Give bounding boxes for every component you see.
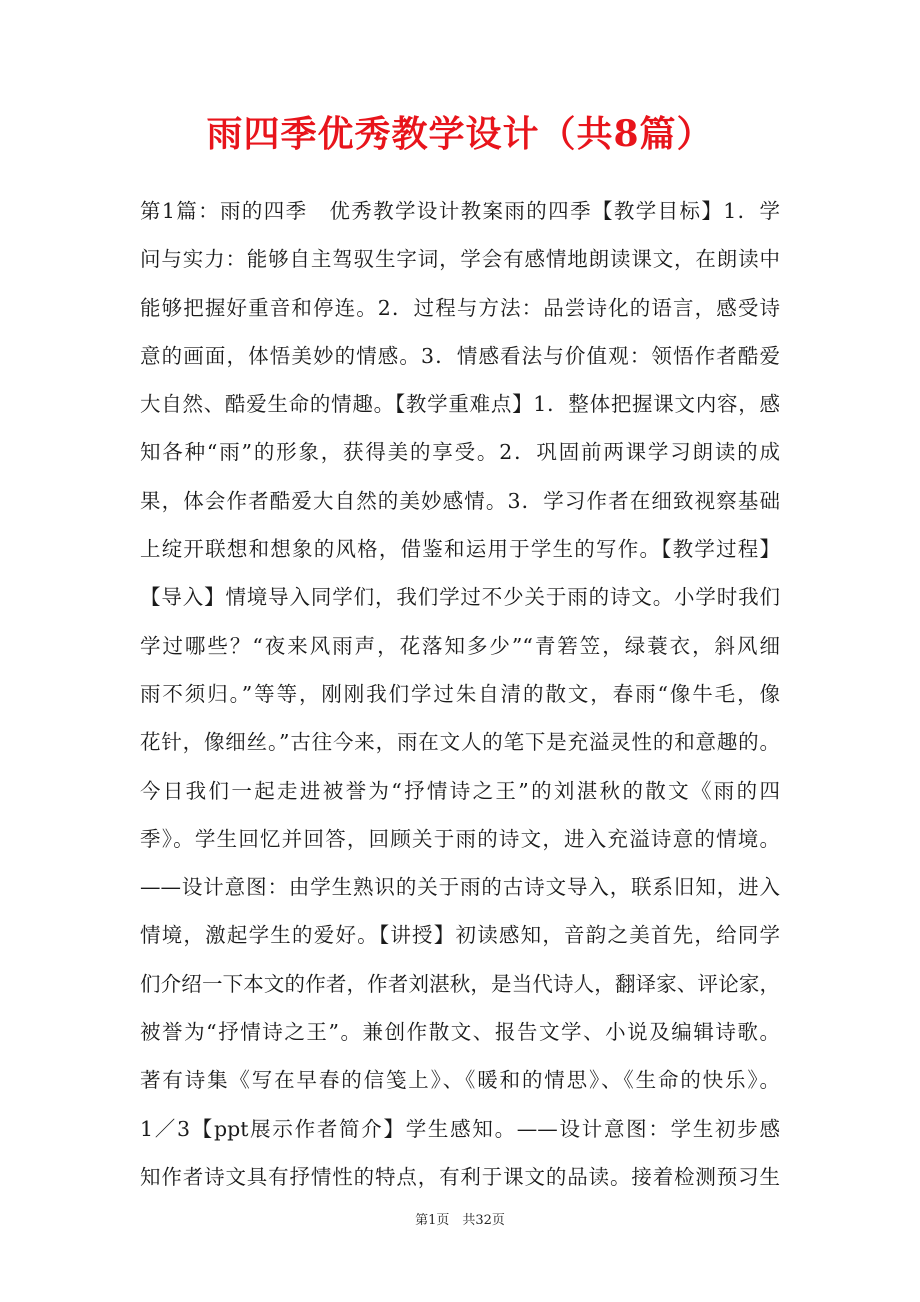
page-footer: 第1页 共32页	[415, 1213, 505, 1228]
text-line: 被誉为“抒情诗之王”。兼创作散文、报告文学、小说及编辑诗歌。	[140, 1020, 780, 1045]
text-line: 能够把握好重音和停连。2．过程与方法：品尝诗化的语言，感受诗	[140, 295, 780, 320]
text-line: 知各种“雨”的形象，获得美的享受。2．巩固前两课学习朗读的成	[140, 440, 780, 465]
text-line: 果，体会作者酷爱大自然的美妙感情。3．学习作者在细致视察基础	[140, 488, 780, 513]
text-line: 情境，激起学生的爱好。【讲授】初读感知，音韵之美首先，给同学	[140, 923, 780, 948]
text-line: 大自然、酷爱生命的情趣。【教学重难点】1．整体把握课文内容，感	[140, 392, 780, 417]
text-line: 意的画面，体悟美妙的情感。3．情感看法与价值观：领悟作者酷爱	[140, 343, 780, 368]
text-line: 学过哪些？“夜来风雨声，花落知多少”“青箬笠，绿蓑衣，斜风细	[140, 633, 780, 658]
text-line: 知作者诗文具有抒情性的特点，有利于课文的品读。接着检测预习生	[140, 1164, 780, 1189]
text-line: 问与实力：能够自主驾驭生字词，学会有感情地朗读课文，在朗读中	[140, 247, 780, 272]
text-line: ——设计意图：由学生熟识的关于雨的古诗文导入，联系旧知，进入	[140, 875, 780, 900]
text-line: 第1篇：雨的四季 优秀教学设计教案雨的四季【教学目标】1．学	[140, 199, 780, 223]
text-line: 花针，像细丝。”古往今来，雨在文人的笔下是充溢灵性的和意趣的。	[140, 730, 780, 755]
text-line: 们介绍一下本文的作者，作者刘湛秋，是当代诗人，翻译家、评论家，	[140, 971, 780, 996]
text-line: 雨不须归。”等等，刚刚我们学过朱自清的散文，春雨“像牛毛，像	[140, 681, 780, 706]
text-line: 上绽开联想和想象的风格，借鉴和运用于学生的写作。【教学过程】	[140, 537, 780, 562]
document-body	[140, 187, 780, 1201]
text-line: 著有诗集《写在早春的信笺上》、《暖和的情思》、《生命的快乐》。	[140, 1068, 780, 1093]
text-line: 今日我们一起走进被誉为“抒情诗之王”的刘湛秋的散文《雨的四	[140, 778, 780, 803]
text-line: 1／3【ppt展示作者简介】学生感知。——设计意图：学生初步感	[140, 1116, 780, 1141]
text-line: 季》。学生回忆并回答，回顾关于雨的诗文，进入充溢诗意的情境。	[140, 826, 780, 851]
document-title: 雨四季优秀教学设计（共8篇）	[206, 113, 714, 155]
text-line: 【导入】情境导入同学们，我们学过不少关于雨的诗文。小学时我们	[140, 585, 780, 610]
